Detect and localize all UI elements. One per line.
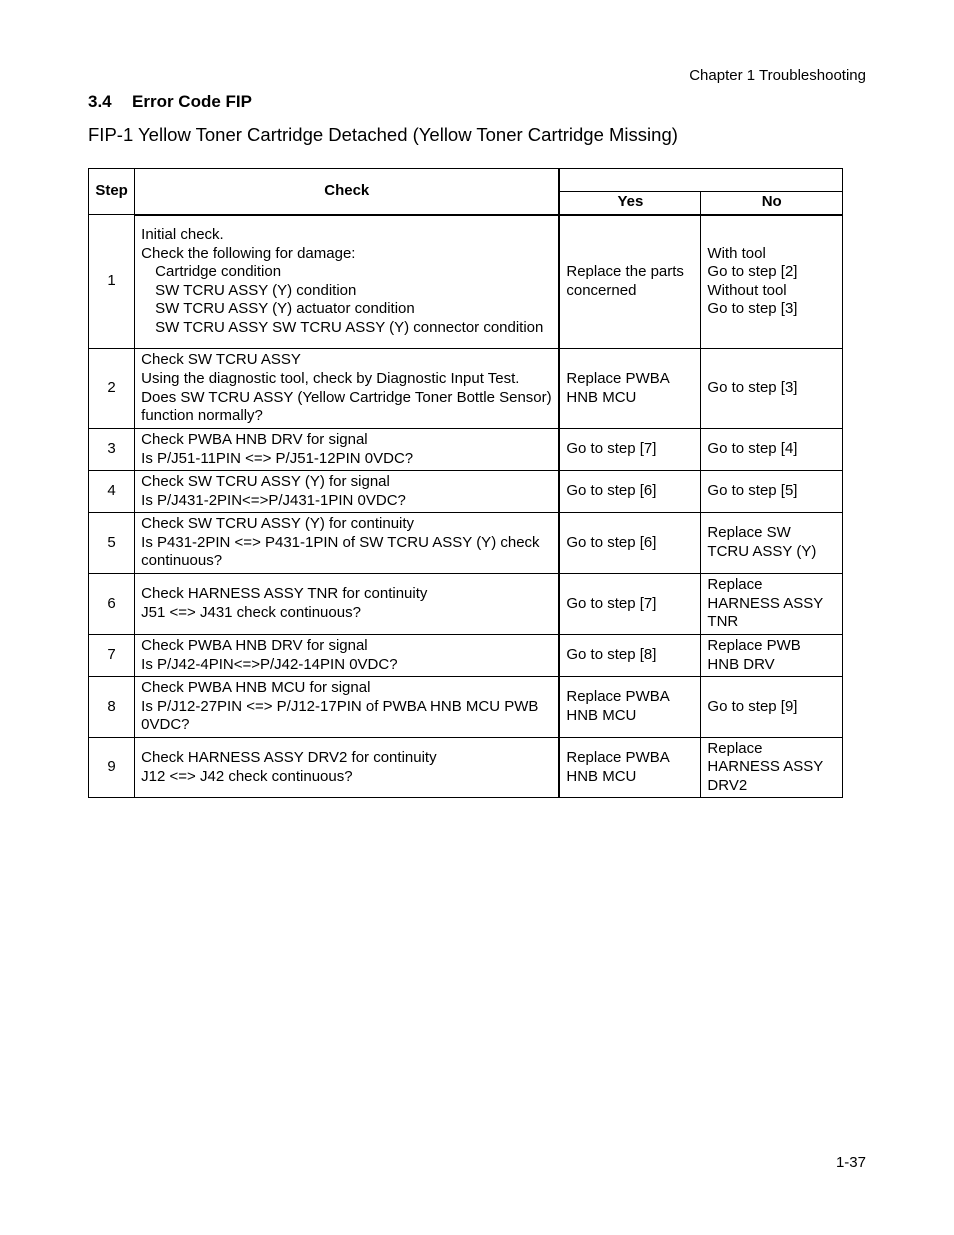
fip-table [88,168,843,798]
yes-line: Go to step [6] [566,533,657,551]
yes-line: Go to step [7] [566,594,657,612]
no-line: Go to step [9] [707,697,798,715]
yes-cell [559,471,701,513]
no-cell [701,349,843,429]
header-no: No [701,192,843,215]
yes-line: Go to step [8] [566,646,657,664]
header-step: Step [89,169,135,215]
check-line: Check SW TCRU ASSY (Y) for signal [141,472,390,490]
step-cell: 2 [89,349,135,429]
no-line: With tool [707,244,766,262]
table-row [89,738,843,798]
yes-cell [559,677,701,738]
check-line: Check SW TCRU ASSY [141,351,301,369]
step-cell: 8 [89,677,135,738]
table-row [89,635,843,677]
no-line: Go to step [3] [707,300,798,318]
yes-line: Replace PWBA HNB MCU [566,748,669,785]
no-line: Replace HARNESS ASSY DRV2 [707,739,824,794]
table-header-row [89,169,843,192]
check-line: Check HARNESS ASSY TNR for continuity [141,585,428,603]
no-cell [701,429,843,471]
step-cell: 1 [89,215,135,349]
check-line: J12 <=> J42 check continuous? [141,767,353,785]
fip-title: FIP-1 Yellow Toner Cartridge Detached (Yellow Toner Cartridge Missing) [88,124,678,145]
check-cell [135,471,560,513]
step-cell: 3 [89,429,135,471]
table-row [89,215,843,349]
check-line: Is P/J431-2PIN<=>P/J431-1PIN 0VDC? [141,491,406,509]
check-line: Cartridge condition [155,263,282,281]
yes-cell [559,215,701,349]
check-line: SW TCRU ASSY (Y) actuator condition [155,300,415,318]
no-line: Without tool [707,281,787,299]
section-number: 3.4 [88,92,112,111]
yes-line: Replace PWBA HNB MCU [566,369,669,406]
no-cell [701,677,843,738]
yes-cell [559,635,701,677]
header-result-group [559,169,842,192]
check-line: Is P/J12-27PIN <=> P/J12-17PIN of PWBA HNB MCU PWB 0VDC? [141,697,539,734]
no-line: Go to step [5] [707,482,798,500]
no-line: Go to step [3] [707,379,798,397]
check-line: Is P/J42-4PIN<=>P/J42-14PIN 0VDC? [141,655,398,673]
header-check: Check [135,169,560,215]
yes-line: Replace the parts concerned [566,263,684,299]
step-cell: 9 [89,738,135,798]
check-cell [135,513,560,574]
no-cell [701,513,843,574]
check-cell [135,677,560,738]
check-line: Check the following for damage: [141,244,356,262]
chapter-header: Chapter 1 Troubleshooting [689,67,866,84]
check-cell [135,215,560,349]
check-line: Using the diagnostic tool, check by Diagnostic Input Test. [141,369,520,387]
no-line: Go to step [2] [707,263,798,281]
check-cell [135,574,560,635]
yes-cell [559,574,701,635]
check-line: Check SW TCRU ASSY (Y) for continuity [141,515,415,533]
table-row [89,349,843,429]
table-row [89,429,843,471]
check-line: Check PWBA HNB MCU for signal [141,679,371,697]
no-cell [701,738,843,798]
check-line: SW TCRU ASSY (Y) condition [155,281,357,299]
check-line: Is P431-2PIN <=> P431-1PIN of SW TCRU ASSY (Y) check continuous? [141,533,540,570]
page-number: 1-37 [835,1154,866,1171]
check-cell [135,429,560,471]
check-cell [135,738,560,798]
step-cell: 6 [89,574,135,635]
yes-line: Go to step [6] [566,482,657,500]
check-line: Initial check. [141,225,224,243]
check-cell [135,635,560,677]
no-cell [701,635,843,677]
table-row [89,471,843,513]
yes-cell [559,349,701,429]
check-line: Does SW TCRU ASSY (Yellow Cartridge Toner Bottle Sensor) function normally? [141,388,552,425]
no-line: Replace PWB HNB DRV [707,636,801,673]
table-row [89,574,843,635]
step-cell: 4 [89,471,135,513]
no-line: Go to step [4] [707,440,798,458]
check-cell [135,349,560,429]
check-line: Check HARNESS ASSY DRV2 for continuity [141,748,437,766]
check-line: SW TCRU ASSY SW TCRU ASSY (Y) connector condition [155,318,544,336]
yes-cell [559,738,701,798]
check-line: J51 <=> J431 check continuous? [141,604,361,621]
yes-cell [559,429,701,471]
no-cell [701,215,843,349]
check-line: Check PWBA HNB DRV for signal [141,430,368,448]
no-cell [701,574,843,635]
no-line: Replace HARNESS ASSY TNR [707,576,824,631]
section-heading [88,92,252,112]
table-body [89,215,843,798]
yes-cell [559,513,701,574]
step-cell: 5 [89,513,135,574]
check-line: Check PWBA HNB DRV for signal [141,636,368,654]
no-line: Replace SW TCRU ASSY (Y) [707,524,817,560]
check-line: Is P/J51-11PIN <=> P/J51-12PIN 0VDC? [141,449,414,467]
yes-line: Replace PWBA HNB MCU [566,688,669,724]
step-cell: 7 [89,635,135,677]
no-cell [701,471,843,513]
table-row [89,513,843,574]
table-row [89,677,843,738]
yes-line: Go to step [7] [566,440,657,458]
section-title: Error Code FIP [132,92,252,111]
header-yes: Yes [559,192,701,215]
